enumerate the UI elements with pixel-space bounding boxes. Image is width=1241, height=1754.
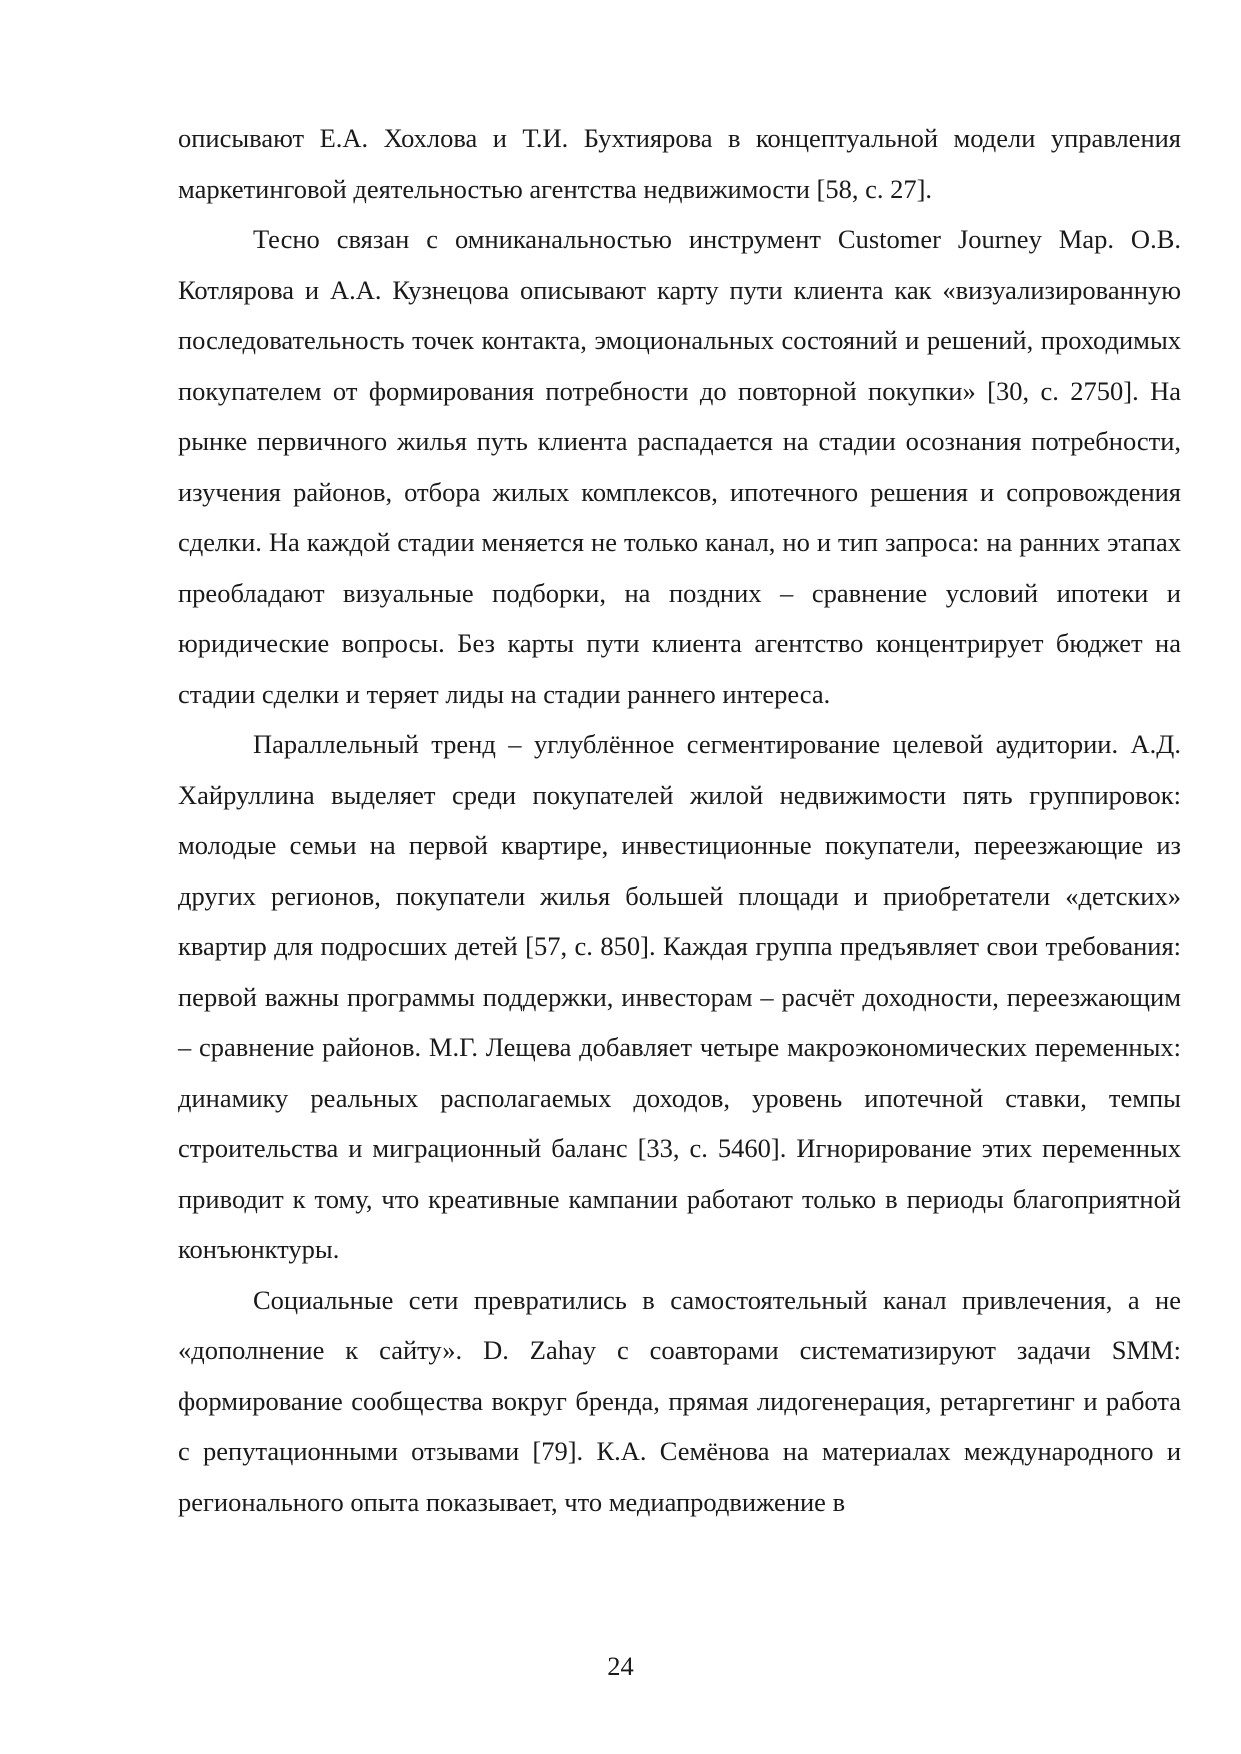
page-number: 24: [607, 1651, 634, 1681]
paragraph-audience-segmentation: Параллельный тренд – углублённое сегментирование целевой аудитории. А.Д. Хайруллина выделяет среди покупателей жилой недвижимости пять группировок: молодые семьи на первой квартире, инвестиционные покупатели, переезжающие из других регионов, покупатели жилья большей площади и приобретатели «детских» квартир для подросших детей [57, с. 850]. Каждая группа предъявляет свои требования: первой важны программы поддержки, инвесторам – расчёт доходности, переезжающим – сравнение районов. М.Г. Лещева добавляет четыре макроэкономических переменных: динамику реальных располагаемых доходов, уровень ипотечной ставки, темпы строительства и миграционный баланс [33, с. 5460]. Игнорирование этих переменных приводит к тому, что креативные кампании работают только в периоды благоприятной конъюнктуры.: [178, 729, 1181, 1264]
paragraph-customer-journey-map: Тесно связан с омниканальностью инструмент Customer Journey Map. О.В. Котлярова и А.А. Кузнецова описывают карту пути клиента как «визуализированную последовательность точек контакта, эмоциональных состояний и решений, проходимых покупателем от формирования потребности до повторной покупки» [30, с. 2750]. На рынке первичного жилья путь клиента распадается на стадии осознания потребности, изучения районов, отбора жилых комплексов, ипотечного решения и сопровождения сделки. На каждой стадии меняется не только канал, но и тип запроса: на ранних этапах преобладают визуальные подборки, на поздних – сравнение условий ипотеки и юридические вопросы. Без карты пути клиента агентство концентрирует бюджет на стадии сделки и теряет лиды на стадии раннего интереса.: [178, 224, 1181, 709]
body-text: [178, 113, 1181, 1527]
paragraph-social-networks: Социальные сети превратились в самостоятельный канал привлечения, а не «дополнение к сайту». D. Zahay с соавторами систематизируют задачи SMM: формирование сообщества вокруг бренда, прямая лидогенерация, ретаргетинг и работа с репутационными отзывами [79]. К.А. Семёнова на материалах международного и регионального опыта показывает, что медиапродвижение в: [178, 1284, 1181, 1517]
paragraph-continuation: описывают Е.А. Хохлова и Т.И. Бухтиярова в концептуальной модели управления маркетинговой деятельностью агентства недвижимости [58, с. 27].: [178, 123, 1181, 204]
